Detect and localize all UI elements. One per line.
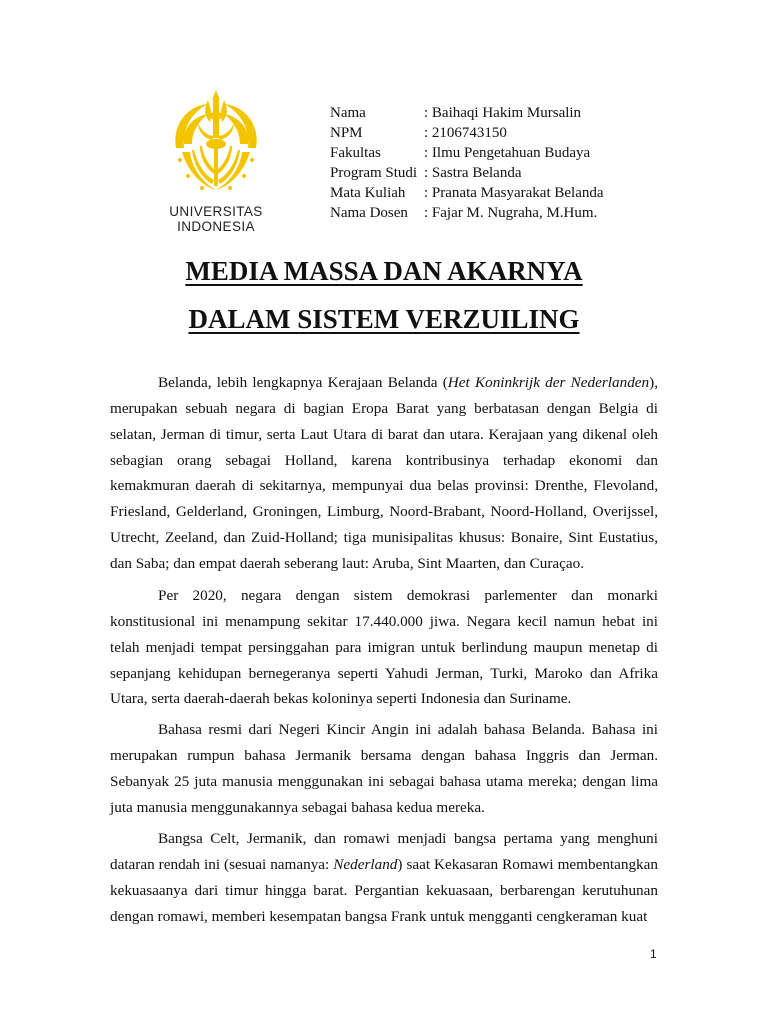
info-value: : Ilmu Pengetahuan Budaya: [424, 145, 591, 161]
info-value: : 2106743150: [424, 125, 507, 141]
makara-emblem-icon: [168, 86, 264, 198]
info-value: : Fajar M. Nugraha, M.Hum.: [424, 205, 598, 221]
document-title-line-1: MEDIA MASSA DAN AKARNYA: [185, 256, 583, 286]
info-value: : Pranata Masyarakat Belanda: [424, 185, 604, 201]
info-value: : Sastra Belanda: [424, 165, 522, 181]
paragraph-text: ) saat Kekasaran Romawi membentangkan kekuasaanya dari timur hingga barat. Pergantian kekuasaan, berbarengan kerutuhunan dengan romawi, memberi kesempatan bangsa Frank untuk mengganti cengkeraman kuat: [110, 855, 658, 925]
info-label: Fakultas: [330, 145, 381, 161]
info-label: Nama Dosen: [330, 205, 408, 221]
paragraph-3: Bahasa resmi dari Negeri Kincir Angin ini adalah bahasa Belanda. Bahasa ini merupakan rumpun bahasa Jermanik bersama dengan bahasa Inggris dan Jerman. Sebanyak 25 juta manusia menggunakan ini sebagai bahasa utama mereka; dengan lima juta manusia menggunakannya sebagai bahasa kedua mereka.: [110, 721, 658, 816]
logo-line-2: INDONESIA: [177, 218, 255, 234]
paragraph-text: Bangsa Celt, Jermanik, dan romawi menjadi bangsa pertama yang menghuni dataran rendah ini (sesuai namanya:: [110, 830, 658, 873]
university-logo: [160, 86, 272, 236]
info-label: NPM: [330, 125, 363, 141]
info-label: Program Studi: [330, 165, 418, 181]
info-row-lecturer: [330, 203, 604, 223]
info-row-faculty: [330, 143, 604, 163]
info-label: Nama: [330, 105, 366, 121]
info-row-course: [330, 183, 604, 203]
italic-term: Het Koninkrijk der Nederlanden: [447, 374, 650, 392]
info-row-program: [330, 163, 604, 183]
document-title-line-2: DALAM SISTEM VERZUILING: [188, 304, 580, 334]
paragraph-4: [110, 826, 658, 929]
logo-line-1: UNIVERSITAS: [169, 204, 263, 219]
info-value: : Baihaqi Hakim Mursalin: [424, 105, 582, 121]
page-number: 1: [650, 947, 657, 961]
paragraph-text: ), merupakan sebuah negara di bagian Eropa Barat yang berbatasan dengan Belgia di selatan, Jerman di timur, serta Laut Utara di barat dan utara. Kerajaan yang dikenal oleh sebagian orang sebagai Holland, karena kontribusinya terhadap ekonomi dan kemakmuran daerah di sekitarnya, mempunyai dua belas provinsi: Drenthe, Flevoland, Friesland, Gelderland, Groningen, Limburg, Noord-Brabant, Noord-Holland, Overijssel, Utrecht, Zeeland, dan Zuid-Holland; tiga munisipalitas khusus: Bonaire, Sint Eustatius, dan Saba; dan empat daerah seberang laut: Aruba, Sint Maarten, dan Curaçao.: [110, 374, 658, 572]
info-label: Mata Kuliah: [330, 185, 406, 201]
italic-term: Nederland: [333, 855, 398, 873]
info-row-name: [330, 103, 604, 123]
paragraph-text: Belanda, lebih lengkapnya Kerajaan Belanda (: [158, 374, 448, 392]
logo-wordmark: [160, 205, 272, 234]
student-info-block: [330, 103, 604, 223]
info-row-npm: [330, 123, 604, 143]
paragraph-1: [110, 370, 658, 576]
paragraph-2: Per 2020, negara dengan sistem demokrasi parlementer dan monarki konstitusional ini menampung sekitar 17.440.000 jiwa. Negara kecil namun hebat ini telah menjadi tempat persinggahan para imigran untuk berlindung maupun menetap di sepanjang kehidupan bernegeranya seperti Yahudi Jerman, Turki, Maroko dan Afrika Utara, serta daerah-daerah bekas koloninya seperti Indonesia dan Suriname.: [110, 587, 658, 708]
